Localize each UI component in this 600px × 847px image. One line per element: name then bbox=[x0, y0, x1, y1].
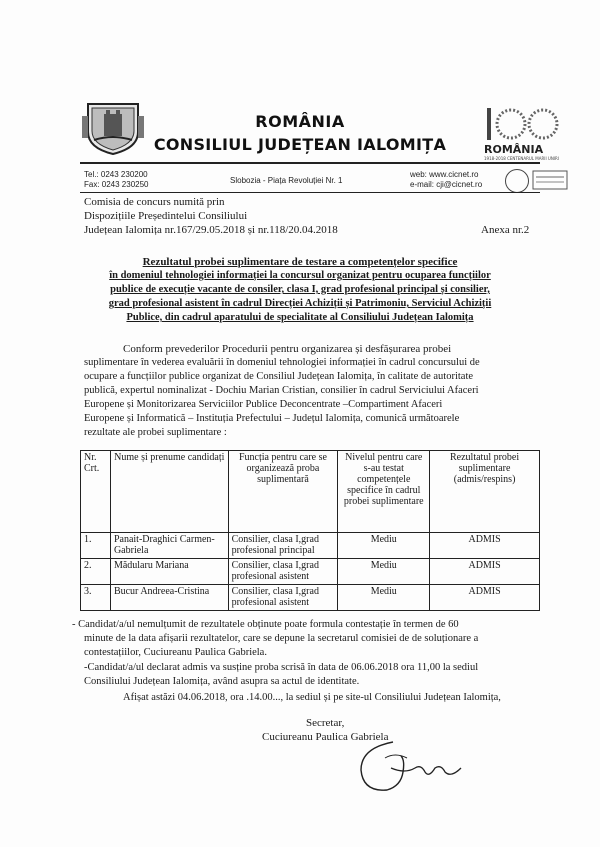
certification-mark-icon bbox=[532, 170, 568, 190]
table-row bbox=[81, 585, 540, 611]
col-header-position: Funcția pentru care se organizează proba suplimentară bbox=[228, 451, 338, 533]
centenary-subtitle: 1918-2018 CENTENARUL MARII UNIRI bbox=[484, 156, 559, 161]
phone-number: Tel.: 0243 230200 bbox=[84, 170, 148, 179]
note-2-line-2: Consiliului Județean Ialomița, având asupra sa actul de identitate. bbox=[84, 676, 360, 687]
table-row bbox=[81, 533, 540, 559]
web-address: web: www.cicnet.ro bbox=[410, 170, 479, 179]
body-line-5: Europene și Monitorizarea Serviciilor Publice Deconcentrate –Compartiment Afaceri bbox=[84, 399, 443, 410]
handwritten-signature bbox=[355, 738, 470, 798]
cell-position: Consilier, clasa I,grad profesional asistent bbox=[228, 559, 338, 585]
council-title: CONSILIUL JUDEȚEAN IALOMIȚA bbox=[153, 135, 447, 154]
annex-label: Anexa nr.2 bbox=[481, 224, 530, 236]
cell-nr: 2. bbox=[81, 559, 111, 585]
centenary-label: ROMÂNIA bbox=[484, 143, 544, 156]
body-line-1: Conform prevederilor Procedurii pentru organizarea și desfășurarea probei bbox=[123, 343, 452, 355]
signatory-role: Secretar, bbox=[306, 717, 345, 729]
col-header-result: Rezultatul probei suplimentare (admis/respins) bbox=[430, 451, 540, 533]
posted-notice: Afișat astăzi 04.06.2018, ora .14.00..., la sediul și pe site-ul Consiliului Județean Ialomița, bbox=[123, 692, 501, 703]
commission-line-1: Comisia de concurs numită prin bbox=[84, 196, 225, 208]
body-line-3: ocupare a funcțiilor publice organizat de Consiliul Județean Ialomița, în calitate de autoritate bbox=[84, 371, 474, 382]
fax-number: Fax: 0243 230250 bbox=[84, 180, 149, 189]
cell-name: Panait-Draghici Carmen-Gabriela bbox=[110, 533, 228, 559]
header-divider-top bbox=[80, 162, 540, 164]
cell-position: Consilier, clasa I,grad profesional asistent bbox=[228, 585, 338, 611]
title-line-1: Rezultatul probei suplimentare de testare a competențelor specifice bbox=[142, 256, 458, 268]
body-line-4: publică, expertul nominalizat - Dochiu Marian Cristian, consilier în cadrul Serviciului Afaceri bbox=[84, 385, 479, 396]
table-row bbox=[81, 559, 540, 585]
note-1-line-1: - Candidat/a/ul nemulțumit de rezultatele obținute poate formula contestație în termen de 60 bbox=[72, 619, 459, 630]
note-1-line-2: minute de la data afișarii rezultatelor, care se depune la secretarul comisiei de de soluționare a bbox=[84, 633, 479, 644]
cell-nr: 3. bbox=[81, 585, 111, 611]
results-table bbox=[80, 450, 540, 611]
cell-level: Mediu bbox=[338, 585, 430, 611]
certification-seal-icon bbox=[505, 169, 529, 193]
cell-result: ADMIS bbox=[430, 559, 540, 585]
title-line-3: publice de execuție vacante de consiler, clasa I, grad profesional principal și consilier, bbox=[110, 284, 490, 295]
cell-name: Mădularu Mariana bbox=[110, 559, 228, 585]
cell-name: Bucur Andreea-Cristina bbox=[110, 585, 228, 611]
body-line-6: Europene și Informatică – Instituția Prefectului – Județul Ialomița, comunică următoarele bbox=[84, 413, 460, 424]
commission-line-3: Județean Ialomița nr.167/29.05.2018 și nr.118/20.04.2018 bbox=[84, 224, 338, 236]
header-divider-bottom bbox=[80, 192, 540, 193]
body-line-7: rezultate ale probei suplimentare : bbox=[84, 427, 227, 438]
cell-level: Mediu bbox=[338, 533, 430, 559]
country-title: ROMÂNIA bbox=[255, 112, 345, 131]
cell-nr: 1. bbox=[81, 533, 111, 559]
signatory-name: Cuciureanu Paulica Gabriela bbox=[262, 731, 389, 743]
cell-result: ADMIS bbox=[430, 533, 540, 559]
address: Slobozia - Piața Revoluției Nr. 1 bbox=[230, 176, 343, 185]
col-header-level: Nivelul pentru care s-au testat competențele specifice în cadrul probei suplimentare bbox=[338, 451, 430, 533]
cell-position: Consilier, clasa I,grad profesional principal bbox=[228, 533, 338, 559]
title-line-5: Publice, din cadrul aparatului de specialitate al Consiliului Județean Ialomița bbox=[126, 312, 474, 323]
title-line-4: grad profesional asistent în cadrul Direcției Achiziții și Patrimoniu, Serviciul Achiziții bbox=[108, 298, 492, 309]
cell-result: ADMIS bbox=[430, 585, 540, 611]
email-address: e-mail: cji@cicnet.ro bbox=[410, 180, 483, 189]
cell-level: Mediu bbox=[338, 559, 430, 585]
table-header-row bbox=[81, 451, 540, 533]
col-header-name: Nume și prenume candidați bbox=[110, 451, 228, 533]
note-2-line-1: -Candidat/a/ul declarat admis va susține proba scrisă în data de 06.06.2018 ora 11,00 la sediul bbox=[84, 662, 479, 673]
title-line-2: în domeniul tehnologiei informației la concursul organizat pentru ocuparea funcțiilor bbox=[109, 270, 491, 281]
note-1-line-3: contestațiilor, Cuciureanu Paulica Gabriela. bbox=[84, 647, 267, 658]
col-header-nr: Nr. Crt. bbox=[81, 451, 111, 533]
body-line-2: suplimentare în vederea evaluării în domeniul tehnologiei informației în cadrul concursului de bbox=[84, 357, 480, 368]
commission-line-2: Dispozițiile Președintelui Consiliului bbox=[84, 210, 248, 222]
